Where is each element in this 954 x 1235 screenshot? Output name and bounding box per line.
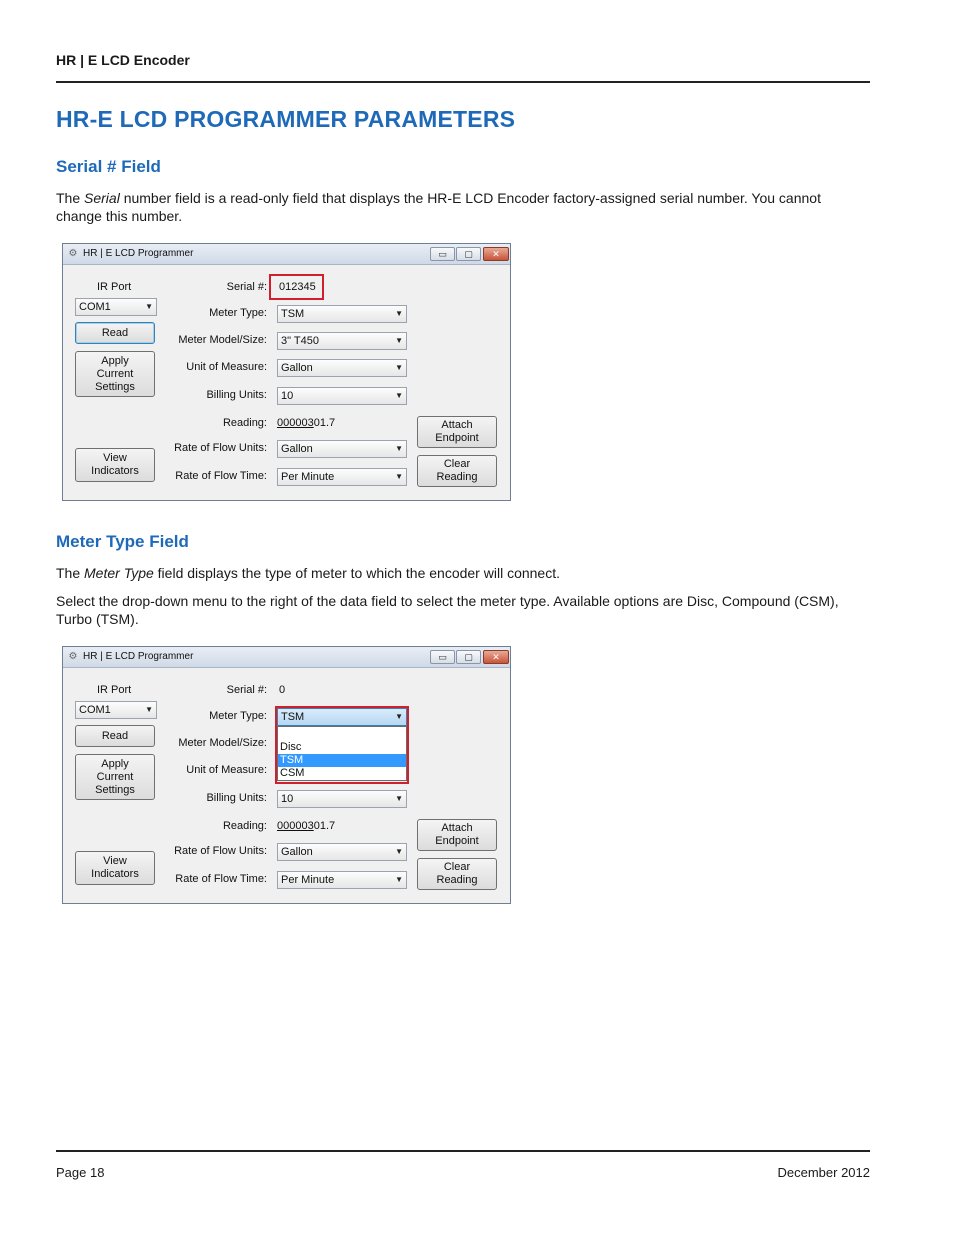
serial-highlight-box — [269, 274, 324, 300]
rate-units-label: Rate of Flow Units: — [174, 442, 267, 454]
rate-time-label: Rate of Flow Time: — [175, 470, 267, 482]
rate-units-value: Gallon — [281, 443, 313, 455]
close-button[interactable]: ✕ — [483, 247, 509, 261]
rate-units-select[interactable] — [277, 440, 407, 458]
chevron-down-icon: ▼ — [145, 302, 153, 311]
chevron-down-icon: ▼ — [395, 712, 403, 721]
billing-units-select[interactable] — [277, 790, 407, 808]
app-icon: ⚙ — [68, 248, 78, 259]
header-rule — [56, 81, 870, 83]
serial-label: Serial #: — [226, 684, 267, 696]
chevron-down-icon: ▼ — [395, 444, 403, 453]
billing-units-label: Billing Units: — [206, 792, 267, 804]
ir-port-value: COM1 — [79, 704, 111, 716]
rate-units-label: Rate of Flow Units: — [174, 845, 267, 857]
meter-model-label: Meter Model/Size: — [178, 737, 267, 749]
meter-type-label: Meter Type: — [209, 710, 267, 722]
rate-time-value: Per Minute — [281, 874, 335, 886]
serial-label: Serial #: — [226, 281, 267, 293]
page-number: Page 18 — [56, 1165, 105, 1180]
rate-units-value: Gallon — [281, 846, 313, 858]
unit-of-measure-value: Gallon — [281, 362, 313, 374]
serial-value: 012345 — [279, 281, 316, 293]
window-titlebar[interactable] — [63, 244, 510, 265]
reading-rest: 01.7 — [313, 820, 336, 832]
meter-type-highlight-box — [275, 706, 409, 784]
reading-label: Reading: — [222, 417, 267, 429]
billing-units-value: 10 — [281, 390, 294, 402]
running-header: HR | E LCD Encoder — [56, 52, 190, 68]
reading-underlined: 000003 — [277, 417, 314, 429]
footer-rule — [56, 1150, 870, 1152]
serial-description — [56, 189, 856, 225]
maximize-button[interactable]: ▢ — [456, 650, 481, 664]
ir-port-label: IR Port — [97, 281, 132, 293]
meter-type-option[interactable]: Disc — [280, 741, 302, 753]
meter-type-option[interactable]: CSM — [280, 767, 305, 779]
chevron-down-icon: ▼ — [395, 391, 403, 400]
chevron-down-icon: ▼ — [395, 875, 403, 884]
rate-units-select[interactable] — [277, 843, 407, 861]
meter-model-label: Meter Model/Size: — [178, 334, 267, 346]
serial-desc-after: number field is a read-only field that displays the HR-E LCD Encoder factory-assigned serial number. You cannot change this number. — [56, 190, 821, 224]
apply-settings-button[interactable]: Apply Current Settings — [75, 754, 155, 800]
rate-time-value: Per Minute — [281, 471, 335, 483]
chevron-down-icon: ▼ — [395, 336, 403, 345]
meter-type-instructions: Select the drop-down menu to the right of the data field to select the meter type. Available options are Disc, Compound (CSM), Turbo (TSM). — [56, 593, 839, 627]
meter-type-description — [56, 564, 856, 582]
programmer-window-meter-type — [62, 646, 511, 904]
close-button[interactable]: ✕ — [483, 650, 509, 664]
chevron-down-icon: ▼ — [145, 705, 153, 714]
serial-desc-italic: Serial — [84, 190, 120, 206]
meter-type-desc-italic: Meter Type — [84, 565, 154, 581]
meter-type-value: TSM — [281, 711, 305, 723]
meter-model-value: 3" T450 — [281, 335, 319, 347]
reading-label: Reading: — [222, 820, 267, 832]
chevron-down-icon: ▼ — [395, 847, 403, 856]
footer-date: December 2012 — [777, 1165, 870, 1180]
rate-time-select[interactable] — [277, 871, 407, 889]
meter-type-value: TSM — [281, 308, 305, 320]
meter-type-section-title: Meter Type Field — [56, 532, 189, 551]
meter-type-select[interactable] — [277, 305, 407, 323]
read-button[interactable]: Read — [75, 725, 155, 747]
maximize-button[interactable]: ▢ — [456, 247, 481, 261]
billing-units-value: 10 — [281, 793, 294, 805]
apply-settings-button[interactable]: Apply Current Settings — [75, 351, 155, 397]
window-title: HR | E LCD Programmer — [83, 651, 194, 662]
meter-type-option[interactable]: TSM — [278, 754, 406, 767]
serial-section-title: Serial # Field — [56, 157, 161, 176]
clear-reading-button[interactable]: Clear Reading — [417, 858, 497, 890]
serial-value: 0 — [279, 684, 286, 696]
chevron-down-icon: ▼ — [395, 794, 403, 803]
page-title: HR-E LCD PROGRAMMER PARAMETERS — [56, 106, 516, 132]
app-icon: ⚙ — [68, 651, 78, 662]
chevron-down-icon: ▼ — [395, 309, 403, 318]
minimize-button[interactable]: ▭ — [430, 247, 455, 261]
programmer-window-serial — [62, 243, 511, 501]
read-button[interactable]: Read — [75, 322, 155, 344]
billing-units-label: Billing Units: — [206, 389, 267, 401]
unit-of-measure-label: Unit of Measure: — [186, 361, 267, 373]
ir-port-label: IR Port — [97, 684, 132, 696]
reading-value — [277, 820, 335, 832]
rate-time-label: Rate of Flow Time: — [175, 873, 267, 885]
window-title: HR | E LCD Programmer — [83, 248, 194, 259]
attach-endpoint-button[interactable]: Attach Endpoint — [417, 416, 497, 448]
reading-value — [277, 417, 335, 429]
rate-time-select[interactable] — [277, 468, 407, 486]
chevron-down-icon: ▼ — [395, 363, 403, 372]
meter-type-desc-before: The — [56, 565, 85, 581]
unit-of-measure-select[interactable] — [277, 359, 407, 377]
view-indicators-button[interactable]: View Indicators — [75, 851, 155, 885]
window-titlebar[interactable] — [63, 647, 510, 668]
billing-units-select[interactable] — [277, 387, 407, 405]
reading-underlined: 000003 — [277, 820, 314, 832]
clear-reading-button[interactable]: Clear Reading — [417, 455, 497, 487]
meter-type-desc-after: field displays the type of meter to which the encoder will connect. — [153, 565, 560, 581]
chevron-down-icon: ▼ — [395, 472, 403, 481]
view-indicators-button[interactable]: View Indicators — [75, 448, 155, 482]
attach-endpoint-button[interactable]: Attach Endpoint — [417, 819, 497, 851]
minimize-button[interactable]: ▭ — [430, 650, 455, 664]
ir-port-value: COM1 — [79, 301, 111, 313]
unit-of-measure-label: Unit of Measure: — [186, 764, 267, 776]
meter-type-label: Meter Type: — [209, 307, 267, 319]
serial-desc-before: The — [56, 190, 85, 206]
reading-rest: 01.7 — [313, 417, 336, 429]
meter-model-select[interactable] — [277, 332, 407, 350]
